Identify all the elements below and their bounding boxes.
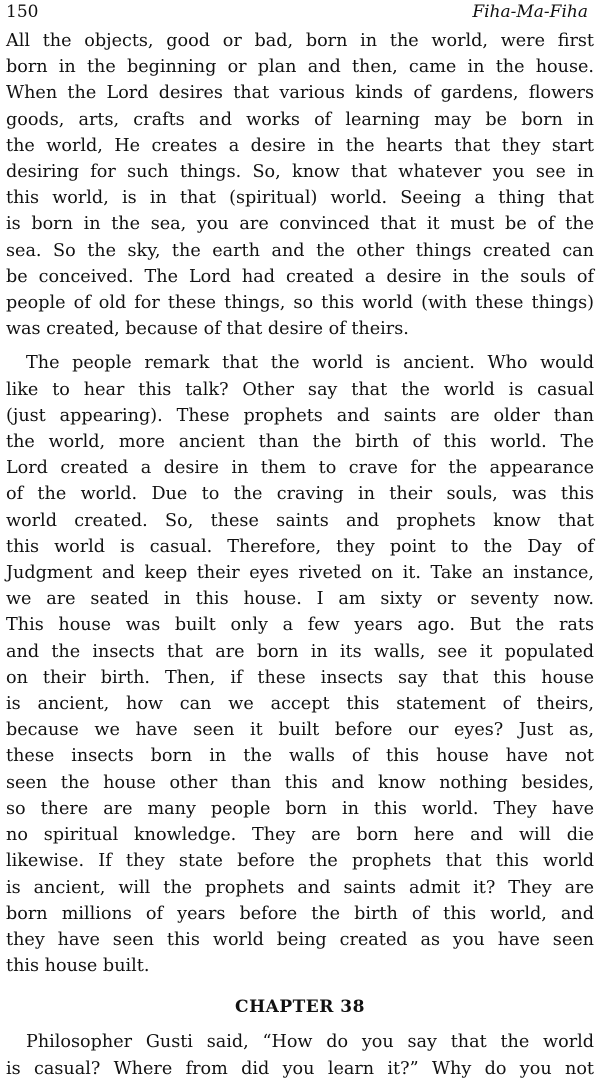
text-line: so there are many people born in this world. They have (6, 798, 594, 819)
text-line: on their birth. Then, if these insects say that this house (6, 667, 594, 688)
text-line: these insects born in the walls of this house have not (6, 746, 594, 767)
paragraph-1 (6, 28, 594, 342)
text-line: Judgment and keep their eyes riveted on it. Take an instance, (6, 563, 594, 584)
body-text (6, 28, 594, 1082)
text-line: is ancient, will the prophets and saints admit it? They are (6, 877, 594, 898)
chapter-heading: CHAPTER 38 (235, 997, 365, 1018)
text-line: the world, He creates a desire in the hearts that they start (6, 135, 594, 156)
running-title: Fiha-Ma-Fiha (472, 2, 588, 22)
text-line: the world, more ancient than the birth of this world. The (6, 432, 594, 453)
text-line: goods, arts, crafts and works of learning may be born in (6, 109, 594, 130)
page-number: 150 (6, 2, 39, 22)
text-line: sea. So the sky, the earth and the other things created can (6, 240, 594, 261)
text-line: world created. So, these saints and prophets know that (6, 510, 594, 531)
text-line: of the world. Due to the craving in their souls, was this (6, 484, 594, 505)
text-line: people of old for these things, so this world (with these things) (6, 293, 594, 314)
text-line: seen the house other than this and know nothing besides, (6, 772, 594, 793)
chapter-paragraph (6, 1029, 594, 1081)
text-line: born in the beginning or plan and then, came in the house. (6, 57, 594, 78)
text-line: because we have seen it built before our eyes? Just as, (6, 720, 594, 741)
text-line: this house built. (6, 956, 150, 977)
text-line: was created, because of that desire of theirs. (6, 319, 409, 340)
paragraph-gap (6, 342, 594, 350)
text-line: like to hear this talk? Other say that the world is casual (6, 379, 594, 400)
page-header (6, 0, 594, 28)
text-line: (just appearing). These prophets and saints are older than (6, 405, 594, 426)
text-line: Lord created a desire in them to crave for the appearance (6, 458, 594, 479)
text-line: born millions of years before the birth of this world, and (6, 903, 594, 924)
text-line: This house was built only a few years ago. But the rats (6, 615, 594, 636)
text-line: is casual? Where from did you learn it?” Why do you not (6, 1058, 594, 1079)
text-line: The people remark that the world is ancient. Who would (26, 353, 594, 374)
text-line: we are seated in this house. I am sixty or seventy now. (6, 589, 594, 610)
text-line: When the Lord desires that various kinds of gardens, flowers (6, 83, 594, 104)
text-line: no spiritual knowledge. They are born here and will die (6, 825, 594, 846)
text-line: this world, is in that (spiritual) world. Seeing a thing that (6, 188, 594, 209)
text-line: they have seen this world being created as you have seen (6, 929, 594, 950)
text-line: be conceived. The Lord had created a desire in the souls of (6, 266, 594, 287)
text-line: All the objects, good or bad, born in the world, were first (6, 31, 594, 51)
text-line: likewise. If they state before the prophets that this world (6, 851, 594, 872)
text-line: is ancient, how can we accept this statement of theirs, (6, 694, 594, 715)
text-line: desiring for such things. So, know that whatever you see in (6, 162, 594, 183)
paragraph-2 (6, 350, 594, 979)
text-line: and the insects that are born in its walls, see it populated (6, 641, 594, 662)
text-line: Philosopher Gusti said, “How do you say that the world (26, 1032, 594, 1053)
text-line: is born in the sea, you are convinced that it must be of the (6, 214, 594, 235)
text-line: this world is casual. Therefore, they point to the Day of (6, 536, 594, 557)
